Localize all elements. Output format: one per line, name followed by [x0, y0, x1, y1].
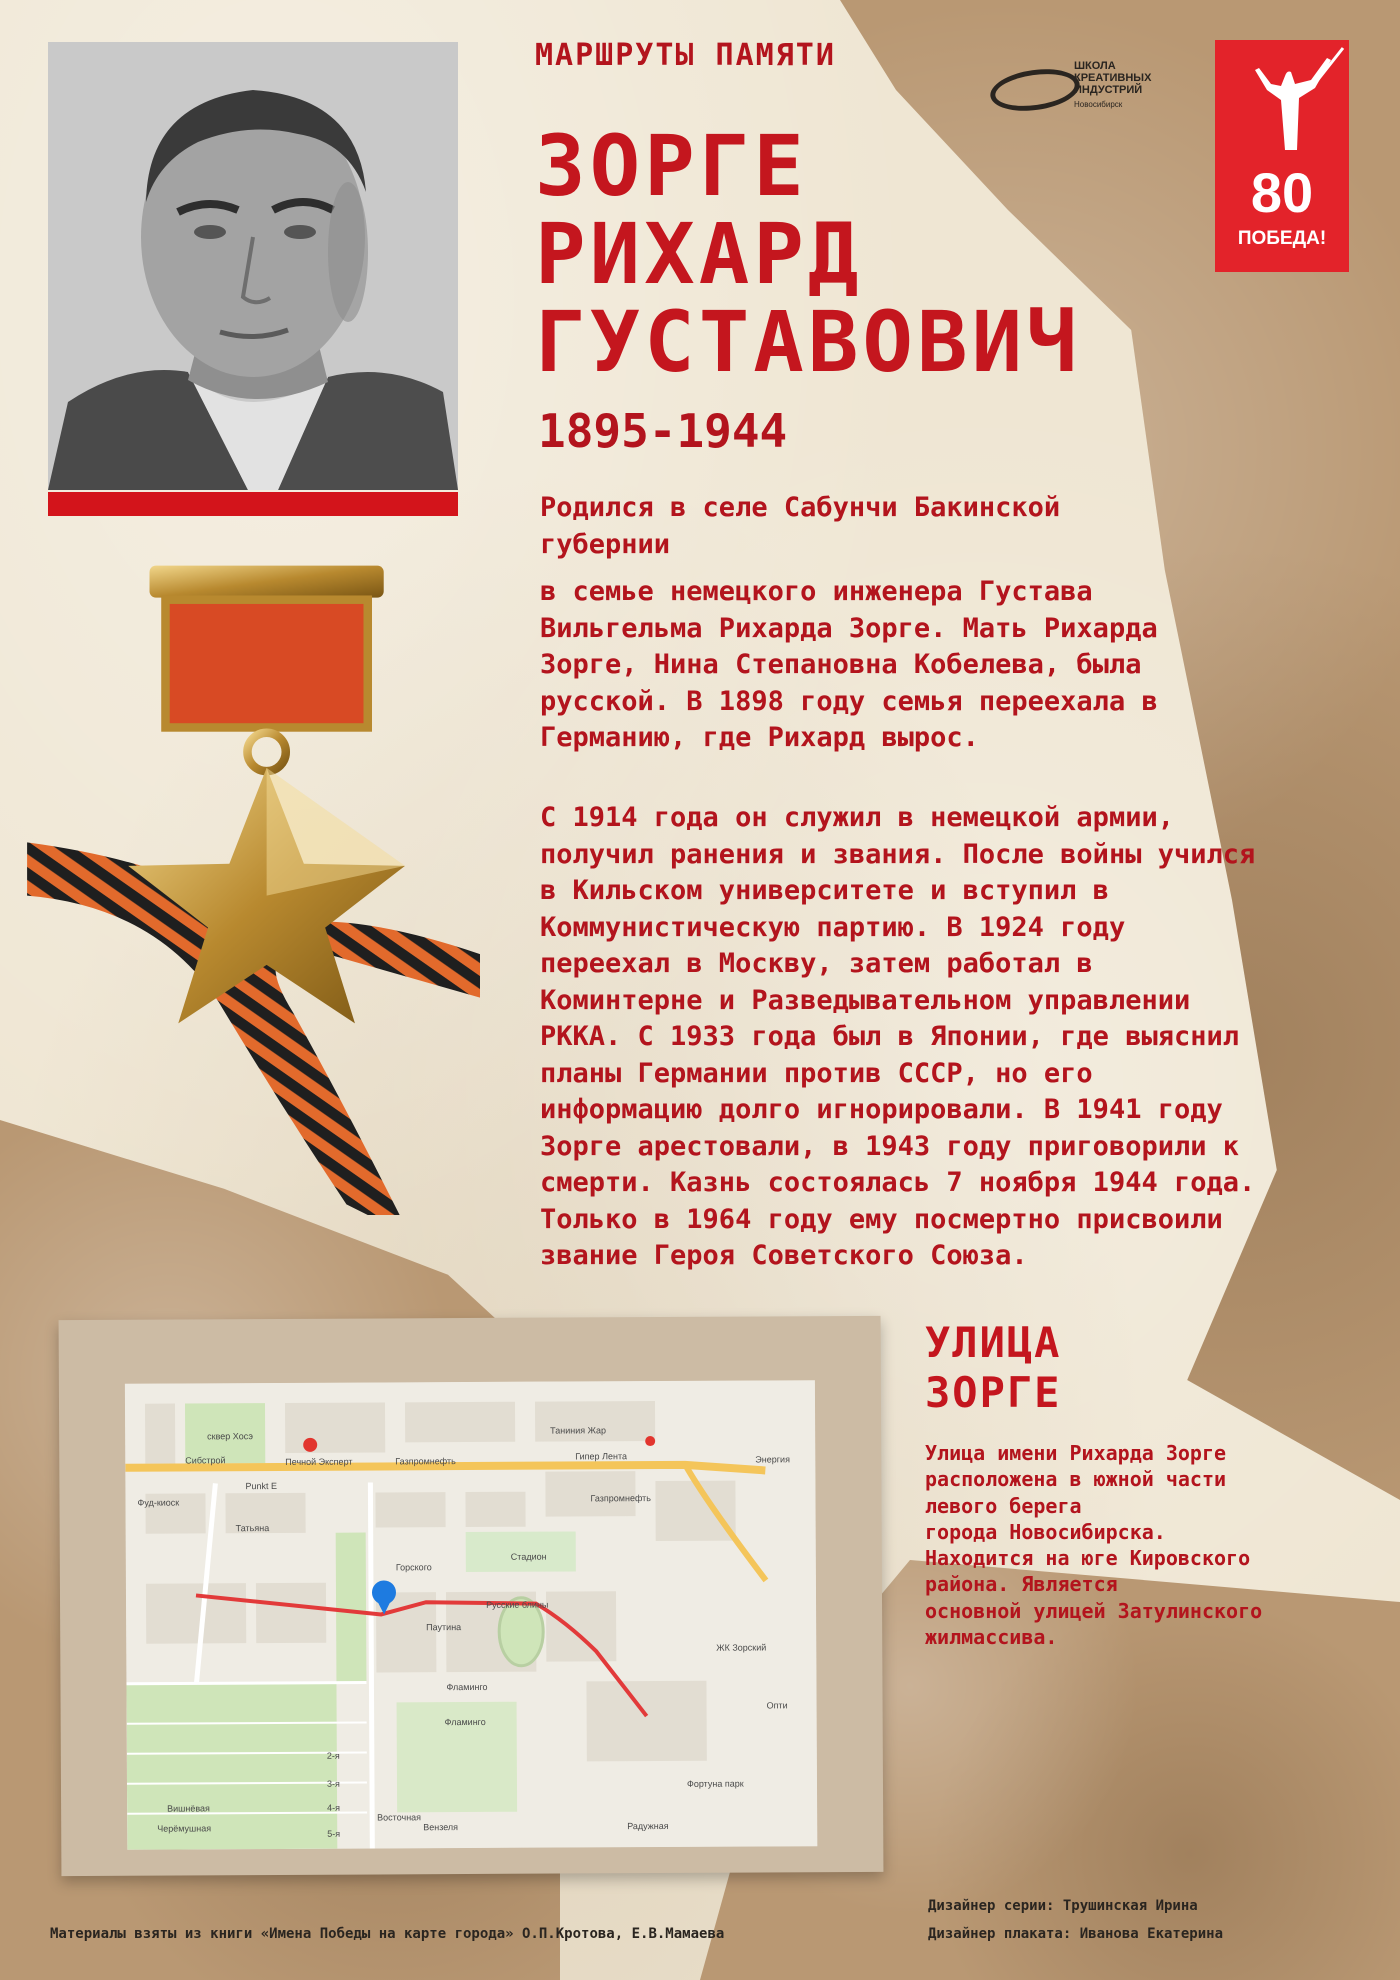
map-label: Русские блины [486, 1599, 549, 1610]
map-label: ЖК Зорский [716, 1642, 767, 1653]
map-label: Газпромнефть [395, 1456, 456, 1467]
map-label: Опти [766, 1700, 788, 1711]
person-years: 1895-1944 [538, 404, 788, 458]
motherland-statue-icon [1215, 40, 1349, 160]
school-logo-text: ШКОЛА КРЕАТИВНЫХ ИНДУСТРИЙ [1074, 60, 1152, 96]
map-label: Энергия [755, 1454, 790, 1465]
map-label: Печной Эксперт [285, 1456, 353, 1467]
street-description: Улица имени Рихарда Зорге расположена в южной части левого берега города Новосибирска. Находится на юге Кировского района. Является основной улицей Затулинского жилмассива. [925, 1441, 1263, 1650]
poster-designer-credit: Дизайнер плаката: Иванова Екатерина [928, 1926, 1224, 1942]
map-card [59, 1316, 884, 1876]
map-label: 5-я [327, 1828, 341, 1839]
person-surname: ЗОРГЕ [535, 117, 808, 215]
series-designer-credit: Дизайнер серии: Трушинская Ирина [928, 1898, 1198, 1914]
street-title-line-2: ЗОРГЕ [925, 1368, 1062, 1417]
street-map[interactable] [125, 1380, 817, 1850]
map-label: Стадион [510, 1551, 547, 1562]
map-label: Фламинго [444, 1716, 486, 1728]
map-label: Гипер Лента [575, 1451, 627, 1462]
victory-badge-number: 80 [1250, 161, 1314, 224]
map-label: Фламинго [446, 1681, 488, 1693]
portrait-illustration [48, 42, 458, 490]
map-label: Фуд-киоск [137, 1497, 180, 1508]
map-label: 3-я [326, 1778, 340, 1789]
victory-80-badge [1215, 40, 1349, 272]
person-first-name: РИХАРД [535, 205, 863, 303]
series-title: МАРШРУТЫ ПАМЯТИ [535, 38, 836, 73]
map-label: сквер Хосэ [207, 1431, 253, 1442]
person-patronymic: ГУСТАВОВИЧ [535, 293, 1081, 391]
map-label: 4-я [327, 1802, 341, 1813]
map-label: Радужная [627, 1820, 669, 1832]
map-label: Таниния Жар [550, 1425, 607, 1436]
school-logo [990, 58, 1190, 118]
map-label: Горского [395, 1562, 432, 1573]
school-logo-oval-icon [988, 64, 1083, 116]
portrait-photo [48, 42, 458, 490]
map-label: Паутина [426, 1622, 462, 1633]
map-label: 2-я [326, 1750, 340, 1761]
map-label: Татьяна [235, 1523, 270, 1534]
school-logo-city: Новосибирск [1074, 100, 1123, 109]
biography-paragraph-2: С 1914 года он служил в немецкой армии, получил ранения и звания. После войны учился в Кильском университете и вступил в Коммунистическую партию. В 1924 году переехал в Москву, затем работал в Коминтерне и Разведывательном управлении РККА. С 1933 года был в Японии, где выяснил планы Германии против СССР, но его информацию долго игнорировали. В 1941 году Зорге арестовали, в 1943 году приговорили к смерти. Казнь состоялась 7 ноября 1944 года. Только в 1964 году ему посмертно присвоили звание Героя Советского Союза. [540, 802, 1256, 1271]
street-title-line-1: УЛИЦА [925, 1318, 1062, 1367]
biography-lead: Родился в селе Сабунчи Бакинской губернии [540, 492, 1061, 560]
map-label: Восточная [377, 1812, 422, 1823]
map-label: Punkt E [245, 1481, 277, 1492]
map-label: Сибстрой [185, 1455, 226, 1466]
biography-paragraph-1: в семье немецкого инженера Густава Вильгельма Рихарда Зорге. Мать Рихарда Зорге, Нина Степановна Кобелева, была русской. В 1898 году семья переехала в Германию, где Рихард вырос. [540, 576, 1158, 753]
map-label: Черёмушная [157, 1823, 212, 1834]
victory-badge-word: ПОБЕДА! [1237, 228, 1327, 249]
map-label: Вензеля [423, 1822, 459, 1833]
source-credit: Материалы взяты из книги «Имена Победы на карте города» О.П.Кротова, Е.В.Мамаева [50, 1926, 725, 1942]
photo-red-bar [48, 492, 458, 516]
map-label: Фортуна парк [686, 1778, 744, 1789]
map-label: Вишнёвая [167, 1803, 210, 1814]
map-label: Газпромнефть [590, 1493, 651, 1504]
hero-gold-star-medal-icon [0, 555, 480, 1215]
